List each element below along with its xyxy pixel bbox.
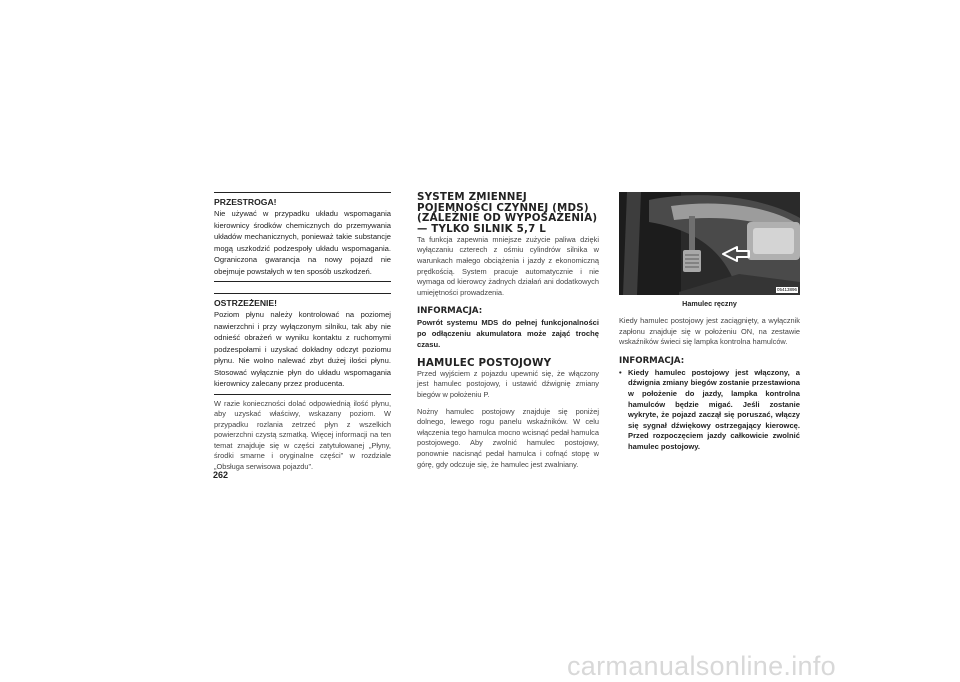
warning-box	[214, 293, 391, 395]
fluid-paragraph: W razie konieczności dolać odpowiednią ilość płynu, aby uzyskać właściwy, wskazany poziom. W przypadku rozlania zetrzeć płyn z wszelkich powierzchni czystą szmatką. Więcej informacji na ten temat znajduje się w części zatytułowanej „Płyny, środki smarne i oryginalne części” w rozdziale „Obsługa serwisowa pojazdu”.	[214, 398, 391, 472]
photo-caption: Hamulec ręczny	[682, 299, 737, 308]
parking-brake-photo	[619, 192, 800, 295]
column-right	[619, 192, 800, 453]
heading-mds: SYSTEM ZMIENNEJ POJEMNOŚCI CZYNNEJ (MDS) (ZALEŻNIE OD WYPOSAŻENIA) — TYLKO SILNIK 5,7 L	[417, 191, 598, 236]
info-text-mds: Powrót systemu MDS do pełnej funkcjonalności po odłączeniu akumulatora może zająć trochę czasu.	[417, 318, 599, 349]
brake-paragraph-1: Przed wyjściem z pojazdu upewnić się, że włączony jest hamulec postojowy, i ustawić dźwignię zmiany biegów w położeniu P.	[417, 368, 599, 400]
heading-parking-brake: HAMULEC POSTOJOWY	[417, 357, 552, 370]
warning-text: Poziom płynu należy kontrolować na poziomej nawierzchni i przy wyłączonym silniku, tak aby nie odnieść obrażeń w wyniku kontaktu z ruchomymi podzespołami i uzyskać dokładny odczyt poziomu płynu. Nie wolno nalewać zbyt dużej ilości płynu. Stosować wyłącznie płyn do układu wspomagania kierownicy zalecany przez producenta.	[214, 310, 391, 388]
warning-title: OSTRZEŻENIE!	[214, 298, 278, 308]
column-middle	[417, 192, 599, 470]
mds-paragraph: Ta funkcja zapewnia mniejsze zużycie paliwa dzięki wyłączaniu czterech z ośmiu cylindrów silnika w warunkach małego obciążenia i jazdy z ekonomiczną prędkością. System pracuje automatycznie i nie wymaga od kierowcy żadnych działań ani dodatkowych umiejętności prowadzenia.	[417, 234, 599, 297]
caution-title: PRZESTROGA!	[214, 197, 277, 207]
parking-brake-illustration	[619, 192, 800, 295]
page-number: 262	[213, 470, 229, 480]
bullet-text: Kiedy hamulec postojowy jest włączony, a dźwignia zmiany biegów zostanie przestawiona w położenie do jazdy, lampka kontrolna hamulców będzie migać. Jeśli zostanie wykryte, że pojazd zaczął się poruszać, włączy się sygnał dźwiękowy ostrzegający kierowcę. Przed rozpoczęciem jazdy całkowicie zwolnić hamulec postojowy.	[628, 367, 800, 451]
watermark: carmanualsonline.info	[567, 651, 836, 681]
column-left	[214, 192, 391, 473]
bullet-mark: •	[619, 367, 622, 377]
brake-lamp-paragraph: Kiedy hamulec postojowy jest zaciągnięty, a wyłącznik zapłonu znajduje się w położeniu ON, na zestawie wskaźników świeci się lampka kontrolna hamulców.	[619, 316, 800, 347]
caution-text: Nie używać w przypadku układu wspomagania kierownicy środków chemicznych do przemywania układów mechanicznych, ponieważ takie substancje mogą uszkodzić podzespoły układu wspomagania. Ograniczona gwarancja na nowy pojazd nie obejmuje powstałych w ten sposób uszkodzeń.	[214, 209, 391, 276]
brake-paragraph-2: Nożny hamulec postojowy znajduje się poniżej dolnego, lewego rogu panelu wskaźników. W celu włączenia tego hamulca mocno wcisnąć pedał hamulca postojowego. Aby zwolnić hamulec postojowy, ponownie nacisnąć pedał hamulca i cofnąć stopę w górę, gdy odczuje się, że hamulec jest zwalniany.	[417, 406, 599, 469]
info-bullet	[619, 368, 800, 453]
caution-box	[214, 192, 391, 282]
info-title-brake: INFORMACJA:	[619, 355, 685, 366]
image-code: 05413896	[776, 287, 797, 292]
info-title-mds: INFORMACJA:	[417, 306, 483, 317]
